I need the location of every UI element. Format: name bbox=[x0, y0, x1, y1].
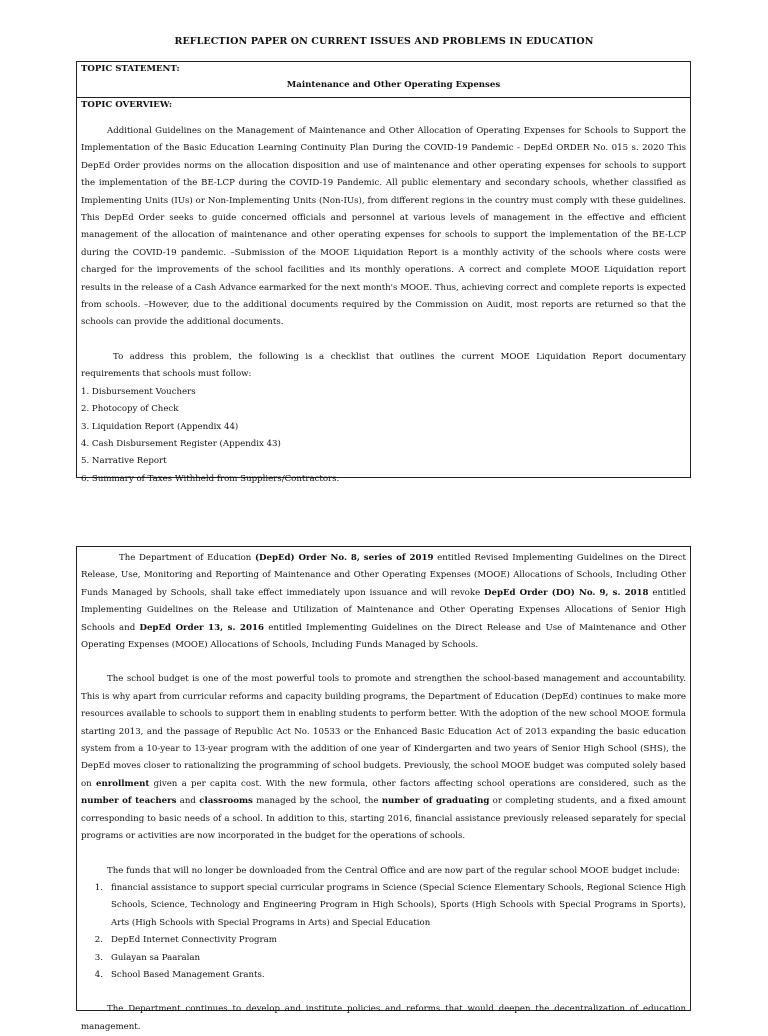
order-reference: DepEd Order 13, s. 2016 bbox=[139, 622, 264, 633]
emphasis: number of graduating bbox=[381, 796, 490, 807]
order-reference: (DepEd) Order No. 8, series of 2019 bbox=[254, 553, 434, 563]
list-number: 3. bbox=[94, 952, 103, 963]
emphasis: enrollment bbox=[96, 778, 150, 789]
checklist-item: 4. Cash Disbursement Register (Appendix 43) bbox=[81, 438, 281, 449]
checklist-item: 3. Liquidation Report (Appendix 44) bbox=[81, 421, 239, 432]
checklist-item: 5. Narrative Report bbox=[81, 456, 167, 467]
overview-paragraph-2: To address this problem, the following is a checklist that outlines the current MOOE Liquidation Report documentary requirements that schools must follow: bbox=[81, 351, 686, 380]
order-reference: DepEd Order (DO) No. 9, s. 2018 bbox=[484, 587, 649, 598]
list-number: 1. bbox=[94, 882, 103, 893]
list-text: School Based Management Grants. bbox=[111, 969, 265, 980]
list-text: DepEd Internet Connectivity Program bbox=[111, 935, 277, 946]
checklist-item: 1. Disbursement Vouchers bbox=[81, 386, 196, 397]
text-span: entitled Revised Implementing Guidelines on the Direct Release, Use, Monitoring and Reporting of Maintenance and Other Operating Expenses (MOOE) Allocations of Schools, Including Other Funds Managed by Schools, shall take effect immediately upon issuance and will revoke bbox=[81, 553, 686, 598]
text-span: given a per capita cost. With the new formula, other factors affecting school operations are considered, such as the bbox=[149, 778, 686, 789]
checklist-item: 6. Summary of Taxes Withheld from Suppliers/Contractors. bbox=[81, 473, 340, 484]
closing-paragraph: The Department continues to develop and institute policies and reforms that would deepen the decentralization of education management. bbox=[81, 1004, 686, 1032]
mooe-section bbox=[76, 546, 691, 1032]
emphasis: classrooms bbox=[199, 796, 253, 807]
list-item bbox=[81, 880, 686, 932]
list-item bbox=[81, 932, 686, 949]
topic-overview-label: TOPIC OVERVIEW: bbox=[81, 100, 173, 110]
checklist bbox=[81, 384, 686, 488]
emphasis: number of teachers bbox=[81, 796, 177, 807]
deped-order-paragraph bbox=[81, 550, 686, 654]
school-budget-paragraph bbox=[81, 671, 686, 845]
list-text: financial assistance to support special curricular programs in Science (Special Science Elementary Schools, Regional Science High Schools, Science, Technology and Engineering Program in High Schools), Sports (High Schools with Special Programs in Sports), Arts (High Schools with Special Programs in Arts) and Special Education bbox=[111, 882, 686, 928]
text-span: entitled Implementing Guidelines on the Release and Utilization of Maintenance and Other Operating Expenses Allocations of Senior High Schools and bbox=[81, 587, 687, 633]
text-span: entitled Implementing Guidelines on the Direct Release and Use of Maintenance and Other Operating Expenses (MOOE) Allocations of Schools, Including Funds Managed by Schools. bbox=[81, 622, 686, 651]
overview-paragraph-1: Additional Guidelines on the Management of Maintenance and Other Allocation of Operating Expenses for Schools to Support the Implementation of the Basic Education Learning Continuity Plan During the COVID-19 Pandemic - DepEd ORDER No. 015 s. 2020 This DepEd Order provides norms on the allocation disposition and use of maintenance and other operating expenses for schools to support the implementation of the BE-LCP during the COVID-19 Pandemic. All public elementary and secondary schools, whether classified as Implementing Units (IUs) or Non-Implementing Units (Non-IUs), from different regions in the country must comply with these guidelines. This DepEd Order seeks to guide concerned officials and personnel at various levels of management in the effective and efficient management of the allocation of maintenance and other operating expenses for schools to support the implementation of the BE-LCP during the COVID-19 pandemic. –Submission of the MOOE Liquidation Report is a monthly activity of the schools where costs were charged for the improvements of the school facilities and its monthly operations. A correct and complete MOOE Liquidation report results in the release of a Cash Advance earmarked for the next month's MOOE. Thus, achieving correct and complete reports is expected from schools. –However, due to the additional documents required by the Commission on Audit, most reports are returned so that the schools can provide the additional documents. bbox=[81, 126, 686, 328]
document-title: REFLECTION PAPER ON CURRENT ISSUES AND PROBLEMS IN EDUCATION bbox=[174, 36, 594, 47]
topic-statement-label: TOPIC STATEMENT: bbox=[81, 64, 180, 74]
checklist-item: 2. Photocopy of Check bbox=[81, 404, 179, 415]
text-span: The Department of Education bbox=[119, 553, 255, 563]
text-span: and bbox=[176, 796, 200, 807]
text-span: The school budget is one of the most powerful tools to promote and strengthen the school-based management and accountability. This is why apart from curricular reforms and capacity building programs, the Department of Education (DepEd) continues to make more resources available to schools to support them in enabling students to perform better. With the adoption of the new school MOOE formula starting 2013, and the passage of Republic Act No. 10533 or the Enhanced Basic Education Act of 2013 expanding the basic education system from a 10-year to 13-year program with the addition of one year of Kindergarten and two years of Senior High School (SHS), the DepEd moves closer to rationalizing the programming of school budgets. Previously, the school MOOE budget was computed solely based on bbox=[81, 674, 686, 789]
list-item bbox=[81, 950, 686, 967]
funds-intro-paragraph: The funds that will no longer be downloaded from the Central Office and are now part of the regular school MOOE budget include: bbox=[107, 865, 680, 876]
list-text: Gulayan sa Paaralan bbox=[111, 952, 201, 963]
funds-list bbox=[81, 880, 686, 984]
topic-name: Maintenance and Other Operating Expenses bbox=[286, 80, 501, 90]
text-span: or completing students, and a fixed amount corresponding to basic needs of a school. In addition to this, starting 2016, financial assistance previously released separately for special programs or activities are now incorporated in the budget for the operations of schools. bbox=[81, 796, 686, 842]
list-item bbox=[81, 967, 686, 984]
text-span: managed by the school, the bbox=[252, 796, 382, 807]
topic-table bbox=[76, 61, 691, 484]
topic-statement-row bbox=[77, 62, 690, 98]
topic-overview-row bbox=[77, 98, 690, 490]
list-number: 2. bbox=[94, 935, 103, 946]
list-number: 4. bbox=[94, 969, 103, 980]
